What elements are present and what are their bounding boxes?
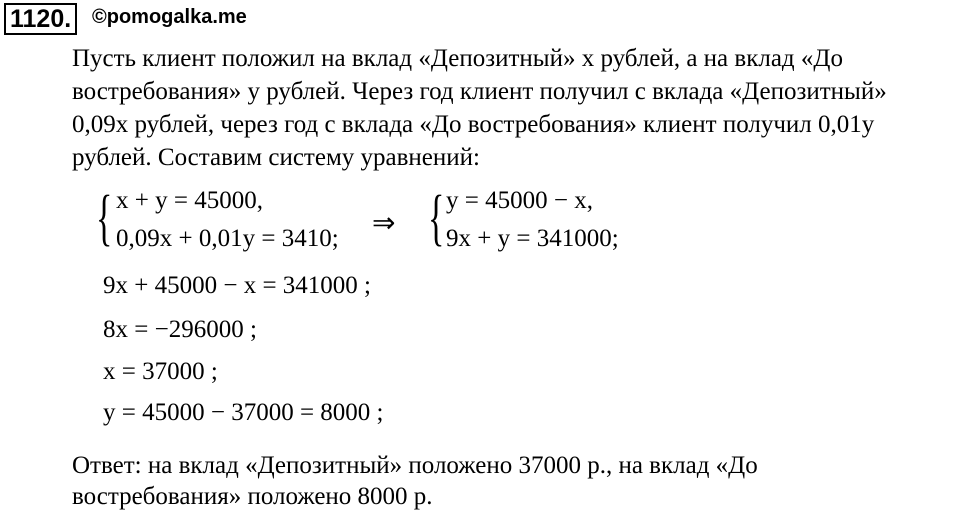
step-2: 8x = −296000 ; — [103, 316, 257, 343]
right-system-brace: { — [428, 184, 445, 252]
right-system-eq-1: y = 45000 − x, — [446, 187, 593, 214]
answer-line-2: востребования» положено 8000 р. — [72, 483, 433, 510]
right-system-eq-2: 9x + y = 341000; — [446, 225, 619, 252]
step-1: 9x + 45000 − x = 341000 ; — [103, 272, 371, 299]
site-watermark: ©pomogalka.me — [92, 6, 247, 28]
answer-line-1: Ответ: на вклад «Депозитный» положено 37000 р., на вклад «До — [72, 452, 758, 479]
intro-line-1: Пусть клиент положил на вклад «Депозитный» x рублей, а на вклад «До — [72, 45, 843, 72]
step-3: x = 37000 ; — [103, 358, 218, 385]
left-system-eq-2: 0,09x + 0,01y = 3410; — [116, 225, 339, 252]
problem-number: 1120. — [4, 3, 77, 35]
left-system-brace: { — [96, 184, 113, 252]
intro-line-4: рублей. Составим систему уравнений: — [72, 144, 480, 171]
implies-arrow: ⇒ — [372, 208, 396, 239]
left-system-eq-1: x + y = 45000, — [116, 187, 263, 214]
intro-line-2: востребования» y рублей. Через год клиент получил с вклада «Депозитный» — [72, 78, 887, 105]
step-4: y = 45000 − 37000 = 8000 ; — [103, 399, 384, 426]
intro-line-3: 0,09x рублей, через год с вклада «До востребования» клиент получил 0,01y — [72, 111, 875, 138]
